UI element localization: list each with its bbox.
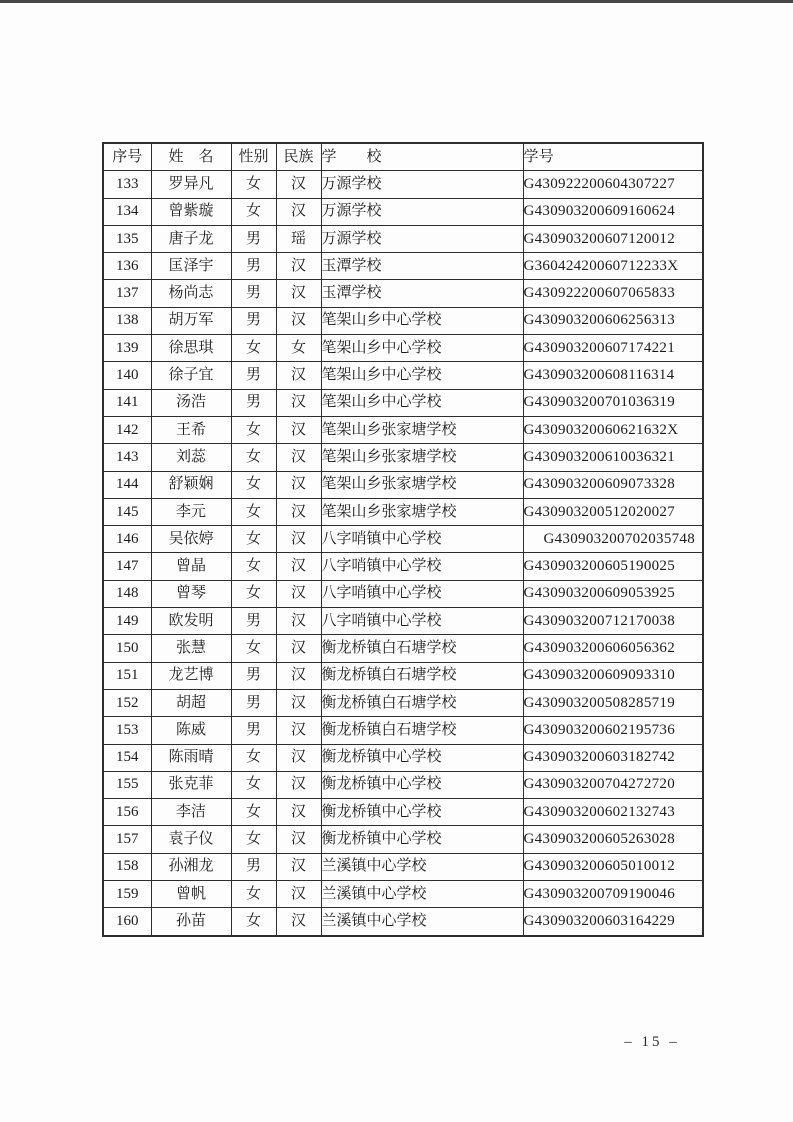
name-cell: 李元 — [151, 498, 231, 525]
name-cell: 舒颖娴 — [151, 471, 231, 498]
ethnicity-cell: 汉 — [276, 662, 321, 689]
school-cell: 万源学校 — [321, 171, 523, 198]
school-cell: 万源学校 — [321, 198, 523, 225]
ethnicity-cell: 汉 — [276, 526, 321, 553]
gender-cell: 女 — [231, 171, 276, 198]
ethnicity-cell: 汉 — [276, 362, 321, 389]
gender-cell: 男 — [231, 362, 276, 389]
student-id-cell: G430903200602195736 — [523, 717, 703, 744]
table-row — [103, 662, 703, 689]
scan-edge-artifact — [0, 0, 793, 3]
table-header — [103, 143, 703, 171]
serial-cell: 137 — [103, 280, 151, 307]
header-ethnicity: 民族 — [276, 143, 321, 171]
table-row — [103, 171, 703, 198]
school-cell: 衡龙桥镇白石塘学校 — [321, 662, 523, 689]
school-cell: 衡龙桥镇白石塘学校 — [321, 717, 523, 744]
ethnicity-cell: 汉 — [276, 635, 321, 662]
gender-cell: 女 — [231, 553, 276, 580]
ethnicity-cell: 汉 — [276, 689, 321, 716]
school-cell: 衡龙桥镇白石塘学校 — [321, 689, 523, 716]
student-id-cell: G430903200606056362 — [523, 635, 703, 662]
student-id-cell: G430903200712170038 — [523, 608, 703, 635]
school-cell: 衡龙桥镇白石塘学校 — [321, 635, 523, 662]
table-row — [103, 853, 703, 880]
table-body — [103, 171, 703, 936]
serial-cell: 150 — [103, 635, 151, 662]
gender-cell: 女 — [231, 498, 276, 525]
header-gender: 性别 — [231, 143, 276, 171]
ethnicity-cell: 汉 — [276, 553, 321, 580]
header-student-id: 学号 — [523, 143, 703, 171]
table-row — [103, 908, 703, 936]
serial-cell: 134 — [103, 198, 151, 225]
header-school: 学 校 — [321, 143, 523, 171]
gender-cell: 男 — [231, 225, 276, 252]
school-cell: 衡龙桥镇中心学校 — [321, 799, 523, 826]
school-cell: 笔架山乡中心学校 — [321, 362, 523, 389]
gender-cell: 女 — [231, 198, 276, 225]
serial-cell: 139 — [103, 335, 151, 362]
serial-cell: 135 — [103, 225, 151, 252]
name-cell: 吴依婷 — [151, 526, 231, 553]
student-id-cell: G430903200609160624 — [523, 198, 703, 225]
gender-cell: 男 — [231, 662, 276, 689]
page-number: – 15 – — [624, 1034, 680, 1050]
school-cell: 兰溪镇中心学校 — [321, 908, 523, 936]
table-row — [103, 881, 703, 908]
school-cell: 笔架山乡张家塘学校 — [321, 498, 523, 525]
table-row — [103, 307, 703, 334]
ethnicity-cell: 汉 — [276, 908, 321, 936]
student-id-cell: G430903200603182742 — [523, 744, 703, 771]
school-cell: 笔架山乡中心学校 — [321, 307, 523, 334]
ethnicity-cell: 汉 — [276, 444, 321, 471]
name-cell: 曾紫璇 — [151, 198, 231, 225]
student-id-cell: G430903200709190046 — [523, 881, 703, 908]
table-row — [103, 280, 703, 307]
ethnicity-cell: 汉 — [276, 171, 321, 198]
ethnicity-cell: 汉 — [276, 717, 321, 744]
student-id-cell: G430903200603164229 — [523, 908, 703, 936]
name-cell: 曾帆 — [151, 881, 231, 908]
serial-cell: 136 — [103, 253, 151, 280]
student-id-cell: G43090320060621632X — [523, 416, 703, 443]
student-id-cell: G430903200701036319 — [523, 389, 703, 416]
ethnicity-cell: 汉 — [276, 744, 321, 771]
school-cell: 衡龙桥镇中心学校 — [321, 826, 523, 853]
table-row — [103, 526, 703, 553]
ethnicity-cell: 汉 — [276, 471, 321, 498]
table-row — [103, 198, 703, 225]
school-cell: 八字哨镇中心学校 — [321, 526, 523, 553]
school-cell: 衡龙桥镇中心学校 — [321, 744, 523, 771]
name-cell: 张慧 — [151, 635, 231, 662]
table-row — [103, 771, 703, 798]
name-cell: 曾琴 — [151, 580, 231, 607]
table-row — [103, 553, 703, 580]
serial-cell: 149 — [103, 608, 151, 635]
gender-cell: 男 — [231, 307, 276, 334]
ethnicity-cell: 汉 — [276, 307, 321, 334]
gender-cell: 女 — [231, 635, 276, 662]
table-row — [103, 689, 703, 716]
name-cell: 欧发明 — [151, 608, 231, 635]
gender-cell: 女 — [231, 580, 276, 607]
gender-cell: 女 — [231, 908, 276, 936]
school-cell: 笔架山乡张家塘学校 — [321, 471, 523, 498]
table-row — [103, 580, 703, 607]
name-cell: 曾晶 — [151, 553, 231, 580]
ethnicity-cell: 汉 — [276, 580, 321, 607]
name-cell: 孙湘龙 — [151, 853, 231, 880]
gender-cell: 女 — [231, 526, 276, 553]
serial-cell: 154 — [103, 744, 151, 771]
student-id-cell: G430903200609093310 — [523, 662, 703, 689]
name-cell: 胡万军 — [151, 307, 231, 334]
serial-cell: 157 — [103, 826, 151, 853]
serial-cell: 159 — [103, 881, 151, 908]
student-id-cell: G430922200604307227 — [523, 171, 703, 198]
serial-cell: 155 — [103, 771, 151, 798]
student-id-cell: G430903200605263028 — [523, 826, 703, 853]
school-cell: 笔架山乡中心学校 — [321, 335, 523, 362]
gender-cell: 男 — [231, 253, 276, 280]
header-row — [103, 143, 703, 171]
header-name: 姓 名 — [151, 143, 231, 171]
gender-cell: 女 — [231, 771, 276, 798]
student-roster-table — [102, 142, 704, 937]
school-cell: 八字哨镇中心学校 — [321, 580, 523, 607]
student-id-cell: G430903200609073328 — [523, 471, 703, 498]
student-id-cell: G430903200512020027 — [523, 498, 703, 525]
student-id-cell: G430903200605010012 — [523, 853, 703, 880]
name-cell: 张克菲 — [151, 771, 231, 798]
serial-cell: 160 — [103, 908, 151, 936]
serial-cell: 140 — [103, 362, 151, 389]
ethnicity-cell: 汉 — [276, 881, 321, 908]
gender-cell: 男 — [231, 280, 276, 307]
school-cell: 笔架山乡中心学校 — [321, 389, 523, 416]
name-cell: 王希 — [151, 416, 231, 443]
student-id-cell: G430903200609053925 — [523, 580, 703, 607]
table-row — [103, 335, 703, 362]
gender-cell: 女 — [231, 416, 276, 443]
school-cell: 八字哨镇中心学校 — [321, 608, 523, 635]
gender-cell: 男 — [231, 689, 276, 716]
serial-cell: 138 — [103, 307, 151, 334]
gender-cell: 女 — [231, 335, 276, 362]
student-id-cell: G430903200704272720 — [523, 771, 703, 798]
student-id-cell: G430903200605190025 — [523, 553, 703, 580]
table-row — [103, 362, 703, 389]
serial-cell: 133 — [103, 171, 151, 198]
table-row — [103, 253, 703, 280]
serial-cell: 153 — [103, 717, 151, 744]
name-cell: 袁子仪 — [151, 826, 231, 853]
school-cell: 八字哨镇中心学校 — [321, 553, 523, 580]
gender-cell: 男 — [231, 608, 276, 635]
gender-cell: 女 — [231, 744, 276, 771]
serial-cell: 152 — [103, 689, 151, 716]
serial-cell: 143 — [103, 444, 151, 471]
serial-cell: 146 — [103, 526, 151, 553]
name-cell: 徐思琪 — [151, 335, 231, 362]
name-cell: 李洁 — [151, 799, 231, 826]
gender-cell: 男 — [231, 853, 276, 880]
serial-cell: 147 — [103, 553, 151, 580]
student-id-cell: G430903200702035748 — [523, 526, 703, 553]
gender-cell: 女 — [231, 881, 276, 908]
table-row — [103, 225, 703, 252]
header-serial: 序号 — [103, 143, 151, 171]
student-id-cell: G430903200606256313 — [523, 307, 703, 334]
serial-cell: 148 — [103, 580, 151, 607]
gender-cell: 女 — [231, 826, 276, 853]
table-row — [103, 471, 703, 498]
name-cell: 孙苗 — [151, 908, 231, 936]
school-cell: 兰溪镇中心学校 — [321, 853, 523, 880]
name-cell: 龙艺博 — [151, 662, 231, 689]
school-cell: 玉潭学校 — [321, 253, 523, 280]
serial-cell: 142 — [103, 416, 151, 443]
ethnicity-cell: 汉 — [276, 498, 321, 525]
gender-cell: 男 — [231, 717, 276, 744]
table-row — [103, 799, 703, 826]
serial-cell: 158 — [103, 853, 151, 880]
serial-cell: 141 — [103, 389, 151, 416]
serial-cell: 144 — [103, 471, 151, 498]
ethnicity-cell: 汉 — [276, 853, 321, 880]
name-cell: 唐子龙 — [151, 225, 231, 252]
ethnicity-cell: 女 — [276, 335, 321, 362]
table-row — [103, 389, 703, 416]
serial-cell: 151 — [103, 662, 151, 689]
school-cell: 笔架山乡张家塘学校 — [321, 444, 523, 471]
student-id-cell: G430903200610036321 — [523, 444, 703, 471]
student-id-cell: G430903200608116314 — [523, 362, 703, 389]
table-row — [103, 744, 703, 771]
name-cell: 刘蕊 — [151, 444, 231, 471]
ethnicity-cell: 汉 — [276, 416, 321, 443]
ethnicity-cell: 汉 — [276, 280, 321, 307]
table-row — [103, 826, 703, 853]
name-cell: 胡超 — [151, 689, 231, 716]
serial-cell: 156 — [103, 799, 151, 826]
gender-cell: 男 — [231, 389, 276, 416]
name-cell: 汤浩 — [151, 389, 231, 416]
student-id-cell: G36042420060712233X — [523, 253, 703, 280]
ethnicity-cell: 汉 — [276, 771, 321, 798]
gender-cell: 女 — [231, 799, 276, 826]
table-row — [103, 416, 703, 443]
table-row — [103, 444, 703, 471]
table-row — [103, 608, 703, 635]
ethnicity-cell: 汉 — [276, 799, 321, 826]
gender-cell: 女 — [231, 444, 276, 471]
serial-cell: 145 — [103, 498, 151, 525]
ethnicity-cell: 汉 — [276, 826, 321, 853]
ethnicity-cell: 汉 — [276, 253, 321, 280]
student-id-cell: G430922200607065833 — [523, 280, 703, 307]
table-row — [103, 717, 703, 744]
ethnicity-cell: 瑶 — [276, 225, 321, 252]
student-id-cell: G430903200607174221 — [523, 335, 703, 362]
school-cell: 玉潭学校 — [321, 280, 523, 307]
school-cell: 衡龙桥镇中心学校 — [321, 771, 523, 798]
student-id-cell: G430903200607120012 — [523, 225, 703, 252]
table-row — [103, 498, 703, 525]
name-cell: 杨尚志 — [151, 280, 231, 307]
name-cell: 陈威 — [151, 717, 231, 744]
school-cell: 兰溪镇中心学校 — [321, 881, 523, 908]
student-id-cell: G430903200602132743 — [523, 799, 703, 826]
ethnicity-cell: 汉 — [276, 198, 321, 225]
table-row — [103, 635, 703, 662]
name-cell: 匡泽宇 — [151, 253, 231, 280]
school-cell: 笔架山乡张家塘学校 — [321, 416, 523, 443]
name-cell: 罗异凡 — [151, 171, 231, 198]
ethnicity-cell: 汉 — [276, 608, 321, 635]
school-cell: 万源学校 — [321, 225, 523, 252]
gender-cell: 女 — [231, 471, 276, 498]
name-cell: 陈雨晴 — [151, 744, 231, 771]
ethnicity-cell: 汉 — [276, 389, 321, 416]
student-id-cell: G430903200508285719 — [523, 689, 703, 716]
name-cell: 徐子宜 — [151, 362, 231, 389]
